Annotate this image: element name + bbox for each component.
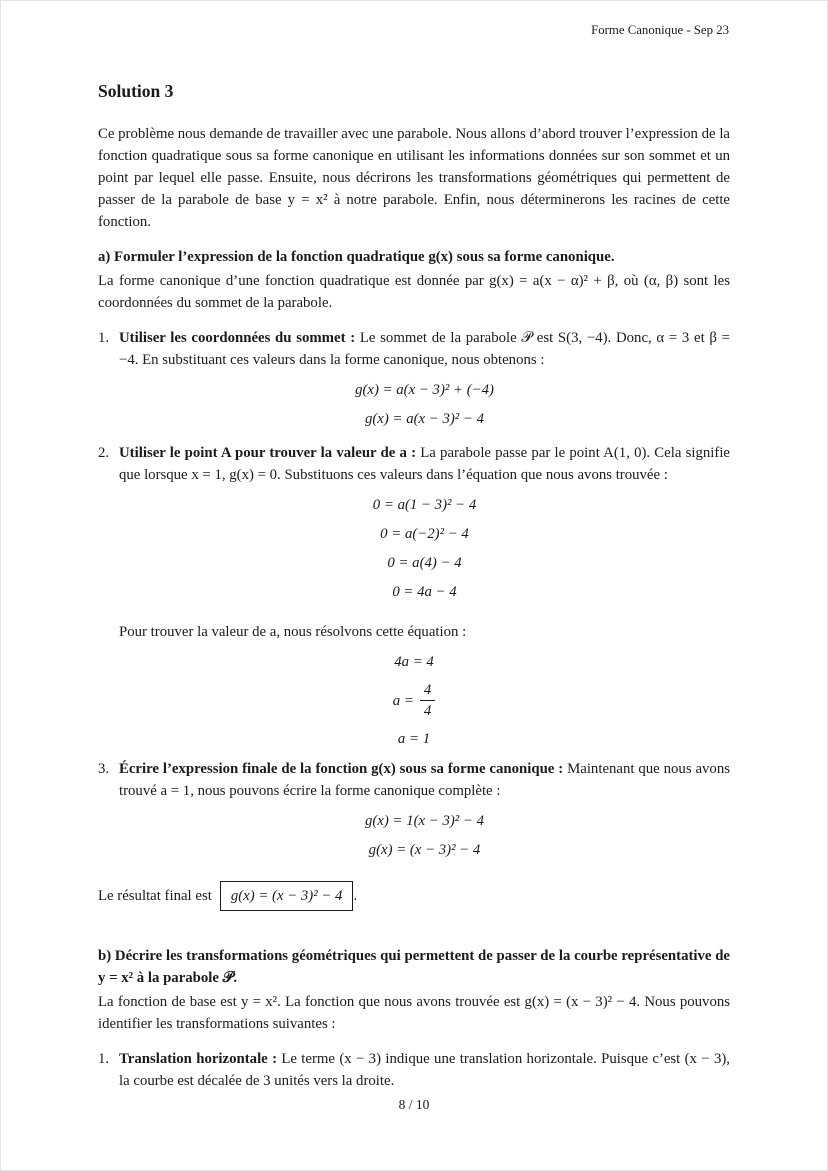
result-prefix: Le résultat final est xyxy=(98,888,212,904)
list-item-number: 1. xyxy=(98,330,110,346)
equation: g(x) = a(x − 3)² − 4 xyxy=(364,411,485,427)
solve-text: Pour trouver la valeur de a, nous résolvons cette équation : xyxy=(119,624,467,640)
fraction-lhs: a = xyxy=(392,692,414,709)
fraction xyxy=(420,681,435,720)
list-item-text: Le terme (x − 3) indique une translation horizontale. Puisque c’est (x − 3), la courbe est décalée de 3 unités vers la droite. xyxy=(119,1051,731,1089)
fraction-equation xyxy=(98,681,730,720)
list-item-lead: Translation horizontale : xyxy=(119,1051,278,1067)
section-b-heading: b) Décrire les transformations géométriques qui permettent de passer de la courbe représentative de y = x² à la parabole 𝒫. xyxy=(98,948,730,986)
equation: g(x) = 1(x − 3)² − 4 xyxy=(364,813,485,829)
list-item-text: Le sommet de la parabole 𝒫 est S(3, −4). Donc, α = 3 et β = −4. En substituant ces valeurs dans la forme canonique, nous obtenons : xyxy=(119,330,730,368)
equation: 0 = a(−2)² − 4 xyxy=(380,526,469,542)
list-item xyxy=(98,758,730,869)
intro-paragraph: Ce problème nous demande de travailler avec une parabole. Nous allons d’abord trouver l’expression de la fonction quadratique sous sa forme canonique en utilisant les informations données sur son sommet et un point par lequel elle passe. Ensuite, nous décrirons les transformations géométriques qui permettent de passer de la parabole de base y = x² à notre parabole. Enfin, nous déterminerons les racines de cette fonction. xyxy=(98,126,730,230)
section-b-intro: La fonction de base est y = x². La fonction que nous avons trouvée est g(x) = (x − 3)² − 4. Nous pouvons identifier les transformations suivantes : xyxy=(98,994,730,1032)
equation: a = 1 xyxy=(397,731,431,747)
list-item-text: Maintenant que nous avons trouvé a = 1, nous pouvons écrire la forme canonique complète : xyxy=(119,761,730,799)
list-item-body xyxy=(119,442,730,611)
section-a-heading: a) Formuler l’expression de la fonction quadratique g(x) sous sa forme canonique. xyxy=(98,249,615,265)
list-item xyxy=(98,442,730,611)
equation: 4a = 4 xyxy=(394,654,434,670)
equation: g(x) = a(x − 3)² + (−4) xyxy=(355,382,494,398)
final-result-line xyxy=(98,881,730,911)
page-number: 8 / 10 xyxy=(398,1097,430,1112)
list-item xyxy=(98,327,730,438)
equation: 0 = a(4) − 4 xyxy=(387,555,462,571)
list-item xyxy=(98,1048,730,1092)
equation: g(x) = (x − 3)² − 4 xyxy=(368,842,481,858)
list-item-body xyxy=(119,1048,730,1092)
list-item-body xyxy=(119,327,730,438)
list-item-number: 3. xyxy=(98,761,110,777)
header-title: Forme Canonique - Sep 23 xyxy=(591,23,729,37)
section-a-intro: La forme canonique d’une fonction quadratique est donnée par g(x) = a(x − α)² + β, où (α, β) sont les coordonnées du sommet de la parabole. xyxy=(98,273,730,311)
equation: 0 = 4a − 4 xyxy=(392,584,457,600)
list-item-number: 1. xyxy=(98,1051,110,1067)
section-divider-space xyxy=(98,911,730,939)
solution-title: Solution 3 xyxy=(98,81,174,101)
fraction-denominator: 4 xyxy=(423,703,432,719)
result-suffix: . xyxy=(353,888,358,904)
fraction-numerator: 4 xyxy=(420,681,435,701)
page-header xyxy=(591,23,729,38)
list-item-lead: Utiliser les coordonnées du sommet : xyxy=(119,330,356,346)
list-item-lead: Écrire l’expression finale de la fonction g(x) sous sa forme canonique : xyxy=(119,761,564,777)
equation: 0 = a(1 − 3)² − 4 xyxy=(372,497,477,513)
list-item-body xyxy=(119,758,730,869)
list-item-text: La parabole passe par le point A(1, 0). Cela signifie que lorsque x = 1, g(x) = 0. Substituons ces valeurs dans l’équation que nous avons trouvée : xyxy=(119,445,731,483)
list-item-lead: Utiliser le point A pour trouver la valeur de a : xyxy=(119,445,417,461)
boxed-result-equation: g(x) = (x − 3)² − 4 xyxy=(220,881,354,911)
list-item-number: 2. xyxy=(98,445,110,461)
page-content xyxy=(1,1,827,1092)
